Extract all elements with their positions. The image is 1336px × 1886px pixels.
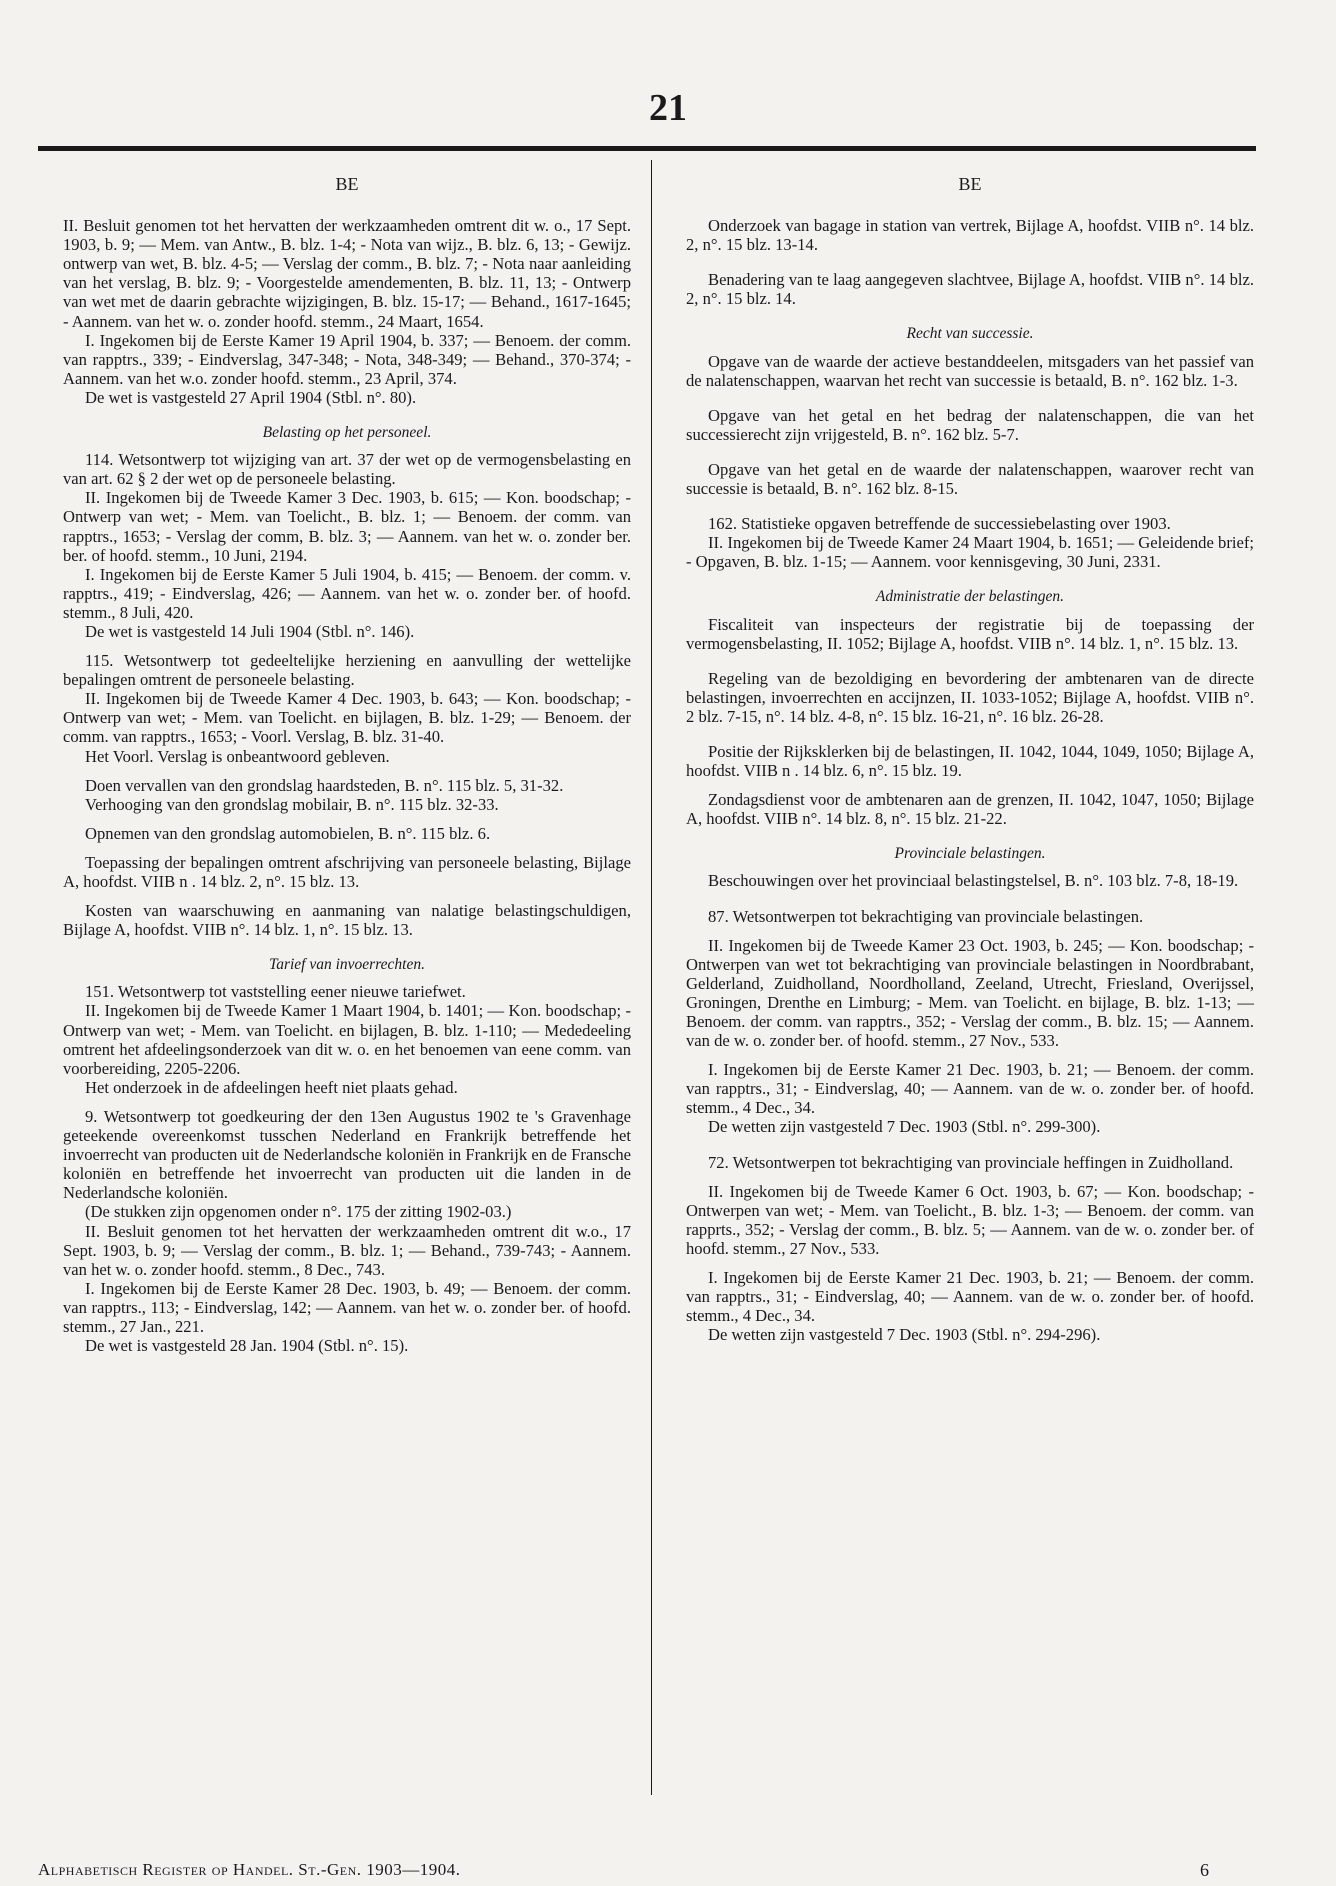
entry-paragraph: 87. Wetsontwerpen tot bekrachtiging van provinciale belastingen. (708, 906, 1144, 926)
entry-paragraph: (De stukken zijn opgenomen onder n°. 175 der zitting 1902-03.) (85, 1202, 512, 1222)
entry-paragraph: De wet is vastgesteld 28 Jan. 1904 (Stbl. n°. 15). (85, 1336, 409, 1356)
entry-paragraph: I. Ingekomen bij de Eerste Kamer 19 April 1904, b. 337; — Benoem. der comm. van rapptrs., 339; - Eindverslag, 347-348; - Nota, 348-349; — Behand., 370-374; - Aannem. van het w.o. zonder hoofd. stemm., 23 April, 374. (63, 330, 631, 388)
entry-paragraph: 115. Wetsontwerp tot gedeeltelijke herziening en aanvulling der wettelijke bepalingen omtrent de personeele belasting. (63, 651, 631, 690)
entry-paragraph: I. Ingekomen bij de Eerste Kamer 28 Dec. 1903, b. 49; — Benoem. der comm. van rapptrs., 113; - Eindverslag, 142; — Aannem. van het w. o. zonder ber. of hoofd. stemm., 27 Jan., 221. (63, 1278, 631, 1336)
entry-paragraph: Opgave van de waarde der actieve bestanddeelen, mitsgaders van het passief van de nalatenschappen, waarvan het recht van successie is betaald, B. n°. 162 blz. 1-3. (686, 351, 1254, 390)
entry-paragraph: Toepassing der bepalingen omtrent afschrijving van personeele belasting, Bijlage A, hoofdst. VIIB n . 14 blz. 2, n°. 15 blz. 13. (63, 852, 631, 891)
footer-page-number: 6 (1200, 1860, 1209, 1880)
entry-paragraph: Regeling van de bezoldiging en bevordering der ambtenaren van de directe belastingen, invoerrechten en accijnzen, II. 1033-1052; Bijlage A, hoofdst. VIIB n°. 2 blz. 7-15, n°. 14 blz. 4-8, n°. 15 blz. 16-21, n°. 16 blz. 26-28. (686, 668, 1254, 726)
column-divider (651, 160, 652, 1795)
entry-paragraph: Opgave van het getal en het bedrag der nalatenschappen, die van het successierecht zijn vrijgesteld, B. n°. 162 blz. 5-7. (686, 405, 1254, 444)
entry-paragraph: 151. Wetsontwerp tot vaststelling eener nieuwe tariefwet. (85, 982, 466, 1002)
left-column-body (63, 216, 631, 1355)
entry-paragraph: II. Ingekomen bij de Tweede Kamer 4 Dec. 1903, b. 643; — Kon. boodschap; - Ontwerp van wet; - Mem. van Toelicht. en bijlagen, B. blz. 1-29; — Benoem. der comm. van rapptrs., 1653; - Voorl. Verslag, B. blz. 31-40. (63, 689, 631, 747)
left-column-header: BE (335, 174, 359, 194)
entry-paragraph: 114. Wetsontwerp tot wijziging van art. 37 der wet op de vermogensbelasting en van art. 62 § 2 der wet op de personeele belasting. (63, 450, 631, 489)
entry-paragraph: Het onderzoek in de afdeelingen heeft niet plaats gehad. (85, 1077, 458, 1097)
entry-paragraph: II. Ingekomen bij de Tweede Kamer 23 Oct. 1903, b. 245; — Kon. boodschap; - Ontwerpen van wet tot bekrachtiging van provinciale belastingen in Noordbrabant, Gelderland, Zuidholland, Noordholland, Zeeland, Utrecht, Friesland, Overijssel, Groningen, Drenthe en Limburg; - Mem. van Toelicht. en bijlage, B. blz. 1-13; — Benoem. der comm. van rapptrs., 352; - Verslag der comm., B. blz. 15; — Aannem. van de w. o. zonder ber. of hoofd. stemm., 27 Nov., 533. (686, 935, 1254, 1051)
entry-paragraph: Beschouwingen over het provinciaal belastingstelsel, B. n°. 103 blz. 7-8, 18-19. (708, 871, 1239, 891)
entry-paragraph: II. Ingekomen bij de Tweede Kamer 3 Dec. 1903, b. 615; — Kon. boodschap; - Ontwerp van wet; - Mem. van Toelicht., B. blz. 1; — Benoem. der comm. van rapptrs., 1653; - Verslag der comm, B. blz. 3; — Aannem. van het w. o. zonder ber. ber. of hoofd. stemm., 10 Juni, 2194. (63, 488, 631, 565)
right-column-body (686, 216, 1254, 1344)
entry-paragraph: Opgave van het getal en de waarde der nalatenschappen, waarover recht van successie is betaald, B. n°. 162 blz. 8-15. (686, 459, 1254, 499)
section-title: Belasting op het personeel. (262, 424, 432, 442)
footer-title: Alphabetisch Register op Handel. St.-Gen. 1903—1904. (38, 1860, 461, 1879)
section-title: Tarief van invoerrechten. (269, 956, 425, 974)
page-number: 21 (649, 87, 687, 129)
entry-paragraph: De wet is vastgesteld 27 April 1904 (Stbl. n°. 80). (85, 387, 417, 407)
entry-paragraph: De wet is vastgesteld 14 Juli 1904 (Stbl. n°. 146). (85, 621, 415, 641)
entry-paragraph: Positie der Rijksklerken bij de belastingen, II. 1042, 1044, 1049, 1050; Bijlage A, hoofdst. VIIB n . 14 blz. 6, n°. 15 blz. 19. (686, 741, 1254, 781)
entry-paragraph: Kosten van waarschuwing en aanmaning van nalatige belastingschuldigen, Bijlage A, hoofdst. VIIB n°. 14 blz. 1, n°. 15 blz. 13. (63, 901, 631, 940)
entry-paragraph: Benadering van te laag aangegeven slachtvee, Bijlage A, hoofdst. VIIB n°. 14 blz. 2, n°. 15 blz. 14. (686, 270, 1254, 309)
entry-paragraph: II. Ingekomen bij de Tweede Kamer 24 Maart 1904, b. 1651; — Geleidende brief; - Opgaven, B. blz. 1-15; — Aannem. voor kennisgeving, 30 Juni, 2331. (686, 533, 1254, 572)
entry-paragraph: Het Voorl. Verslag is onbeantwoord gebleven. (85, 746, 390, 766)
entry-paragraph: De wetten zijn vastgesteld 7 Dec. 1903 (Stbl. n°. 299-300). (708, 1117, 1101, 1137)
top-rule (38, 146, 1256, 151)
entry-paragraph: 72. Wetsontwerpen tot bekrachtiging van provinciale heffingen in Zuidholland. (708, 1152, 1234, 1172)
entry-paragraph: Fiscaliteit van inspecteurs der registratie bij de toepassing der vermogensbelasting, II. 1052; Bijlage A, hoofdst. VIIB n°. 14 blz. 1, n°. 15 blz. 13. (686, 614, 1254, 653)
section-title: Recht van successie. (906, 325, 1034, 343)
entry-paragraph: I. Ingekomen bij de Eerste Kamer 5 Juli 1904, b. 415; — Benoem. der comm. v. rapptrs., 419; - Eindverslag, 426; — Aannem. van het w. o. zonder ber. of hoofd. stemm., 8 Juli, 420. (63, 564, 631, 622)
entry-paragraph: 162. Statistieke opgaven betreffende de successiebelasting over 1903. (708, 514, 1171, 534)
entry-paragraph: II. Besluit genomen tot het hervatten der werkzaamheden omtrent dit w. o., 17 Sept. 1903, b. 9; — Mem. van Antw., B. blz. 1-4; - Nota van wijz., B. blz. 6, 13; - Gewijz. ontwerp van wet, B. blz. 4-5; — Verslag der comm., B. blz. 7; - Nota naar aanleiding van het verslag, B. blz. 9; - Voorgestelde amendementen, B. blz. 11, 13; - Ontwerp van wet met de daarin gebrachte wijzigingen, B. blz. 15-17; — Behand., 1617-1645; - Aannem. van het w. o. zonder hoofd. stemm., 24 Maart, 1654. (63, 216, 631, 331)
right-column (686, 175, 1254, 1344)
section-title: Administratie der belastingen. (875, 588, 1065, 606)
entry-paragraph: Verhooging van den grondslag mobilair, B. n°. 115 blz. 32-33. (85, 794, 499, 814)
right-column-header: BE (958, 174, 982, 194)
entry-paragraph: Zondagsdienst voor de ambtenaren aan de grenzen, II. 1042, 1047, 1050; Bijlage A, hoofdst. VIIB n°. 14 blz. 8, n°. 15 blz. 21-22. (686, 790, 1254, 829)
section-title: Provinciale belastingen. (894, 845, 1046, 863)
entry-paragraph: I. Ingekomen bij de Eerste Kamer 21 Dec. 1903, b. 21; — Benoem. der comm. van rapptrs., 31; - Eindverslag, 40; — Aannem. van de w. o. zonder ber. of hoofd. stemm., 4 Dec., 34. (686, 1060, 1254, 1118)
entry-paragraph: II. Ingekomen bij de Tweede Kamer 6 Oct. 1903, b. 67; — Kon. boodschap; - Ontwerpen van wet; - Mem. van Toelicht., B. blz. 1-3; — Benoem. der comm. van rapprts., 352; - Verslag der comm., B. blz. 5; — Aannem. van de w. o. zonder ber. of hoofd. stemm., 27 Nov., 533. (686, 1181, 1254, 1258)
entry-paragraph: Doen vervallen van den grondslag haardsteden, B. n°. 115 blz. 5, 31-32. (85, 775, 564, 795)
entry-paragraph: II. Ingekomen bij de Tweede Kamer 1 Maart 1904, b. 1401; — Kon. boodschap; - Ontwerp van wet; - Mem. van Toelicht. en bijlagen, B. blz. 1-110; — Mededeeling omtrent het afdeelingsonderzoek van dit w. o. en het benoemen van eene comm. van voorbereiding, 2205-2206. (63, 1001, 631, 1078)
entry-paragraph: De wetten zijn vastgesteld 7 Dec. 1903 (Stbl. n°. 294-296). (708, 1325, 1101, 1345)
entry-paragraph: Opnemen van den grondslag automobielen, B. n°. 115 blz. 6. (85, 823, 491, 843)
entry-paragraph: 9. Wetsontwerp tot goedkeuring der den 13en Augustus 1902 te 's Gravenhage geteekende overeenkomst tusschen Nederland en Frankrijk betreffende het invoerrecht van producten uit de Nederlandsche koloniën in Frankrijk en de Fransche koloniën en betreffende het invoerrecht van producten uit die landen in de Nederlandsche koloniën. (63, 1106, 631, 1203)
left-column (63, 175, 631, 1355)
entry-paragraph: Onderzoek van bagage in station van vertrek, Bijlage A, hoofdst. VIIB n°. 14 blz. 2, n°. 15 blz. 13-14. (686, 216, 1254, 255)
entry-paragraph: I. Ingekomen bij de Eerste Kamer 21 Dec. 1903, b. 21; — Benoem. der comm. van rapptrs., 31; - Eindverslag, 40; — Aannem. van de w. o. zonder ber. of hoofd. stemm., 4 Dec., 34. (686, 1268, 1254, 1326)
entry-paragraph: II. Besluit genomen tot het hervatten der werkzaamheden omtrent dit w.o., 17 Sept. 1903, b. 9; — Verslag der comm., B. blz. 1; — Behand., 739-743; - Aannem. van het w. o. zonder hoofd. stemm., 8 Dec., 743. (63, 1221, 631, 1279)
